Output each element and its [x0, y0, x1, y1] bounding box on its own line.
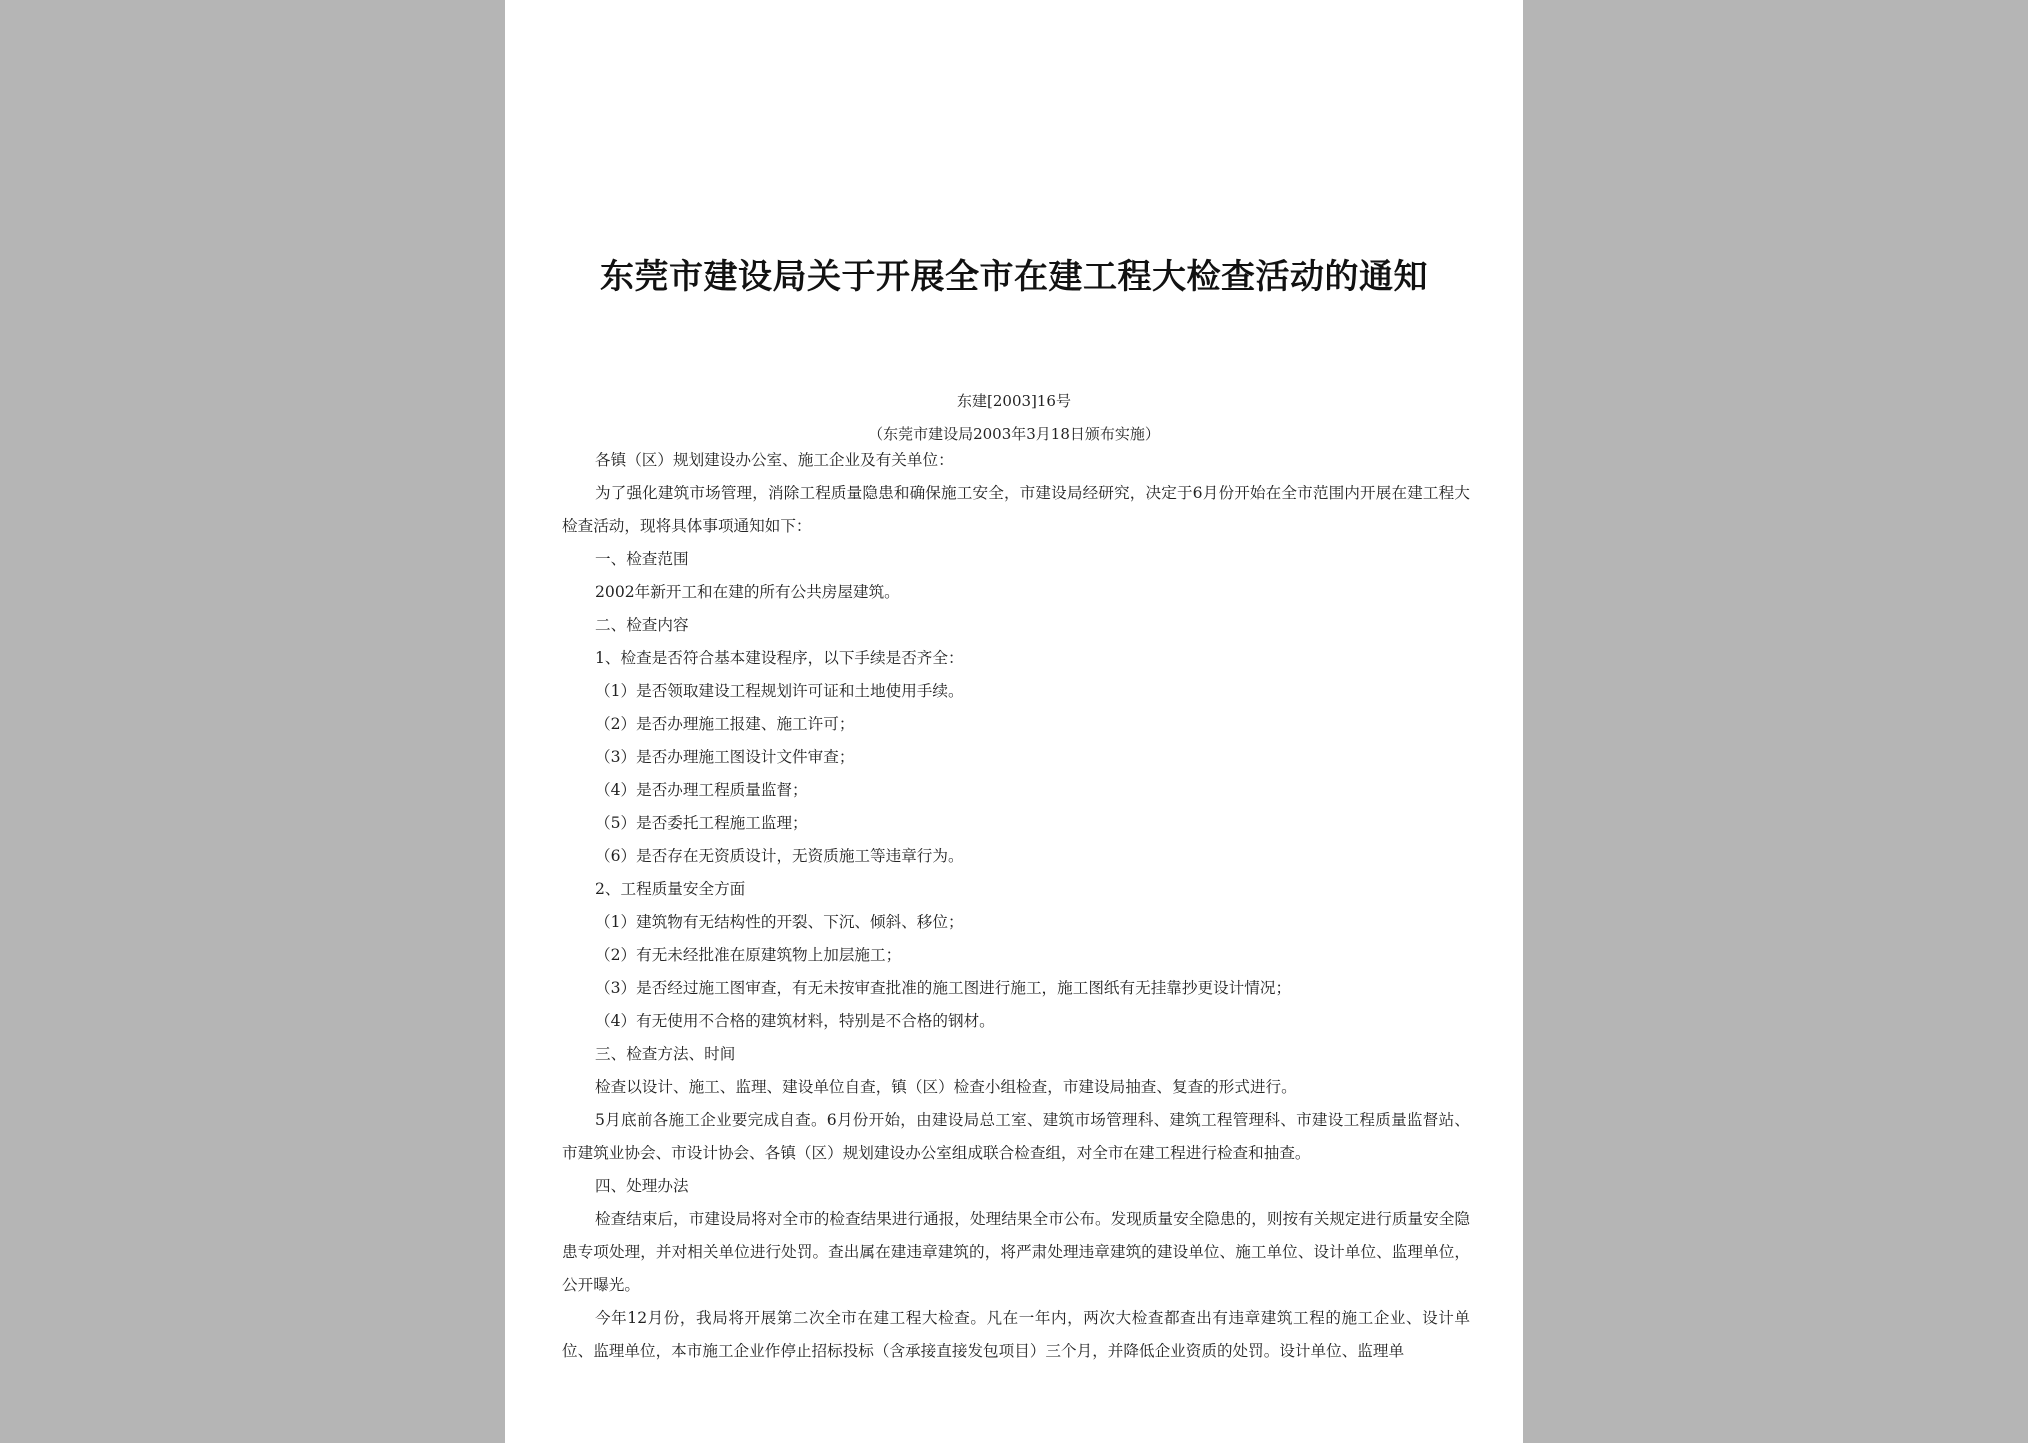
paragraph: 今年12月份，我局将开展第二次全市在建工程大检查。凡在一年内，两次大检查都查出有违章建筑工程的施工企业、设计单位、监理单位，本市施工企业作停止招标投标（含承接直接发包项目）三个月，并降低企业资质的处罚。设计单位、监理单 [562, 1309, 1470, 1360]
paragraph-intro: 为了强化建筑市场管理，消除工程质量隐患和确保施工安全，市建设局经研究，决定于6月份开始在全市范围内开展在建工程大检查活动，现将具体事项通知如下： [562, 484, 1470, 535]
paragraph-addressee: 各镇（区）规划建设办公室、施工企业及有关单位： [595, 451, 954, 469]
list-item: （3）是否办理施工图设计文件审查； [595, 748, 855, 766]
list-item: （5）是否委托工程施工监理； [595, 814, 808, 832]
issue-note: （东莞市建设局2003年3月18日颁布实施） [868, 425, 1160, 443]
paragraph: 2002年新开工和在建的所有公共房屋建筑。 [595, 583, 900, 601]
list-item: （2）有无未经批准在原建筑物上加层施工； [595, 946, 902, 964]
paragraph: 1、检查是否符合基本建设程序，以下手续是否齐全： [595, 649, 964, 667]
section-heading-method: 三、检查方法、时间 [595, 1045, 736, 1063]
paragraph: 5月底前各施工企业要完成自查。6月份开始，由建设局总工室、建筑市场管理科、建筑工程管理科、市建设工程质量监督站、市建筑业协会、市设计协会、各镇（区）规划建设办公室组成联合检查组，对全市在建工程进行检查和抽查。 [562, 1111, 1470, 1162]
list-item: （4）是否办理工程质量监督； [595, 781, 808, 799]
paragraph: 2、工程质量安全方面 [595, 880, 746, 898]
list-item: （3）是否经过施工图审查，有无未按审查批准的施工图进行施工，施工图纸有无挂靠抄更设计情况； [595, 979, 1292, 997]
document-title: 东莞市建设局关于开展全市在建工程大检查活动的通知 [600, 257, 1428, 297]
list-item: （1）是否领取建设工程规划许可证和土地使用手续。 [595, 682, 964, 700]
paragraph: 检查以设计、施工、监理、建设单位自查，镇（区）检查小组检查，市建设局抽查、复查的形式进行。 [595, 1078, 1297, 1096]
section-heading-handling: 四、处理办法 [595, 1177, 689, 1195]
list-item: （2）是否办理施工报建、施工许可； [595, 715, 855, 733]
document-page [505, 0, 1523, 1443]
list-item: （4）有无使用不合格的建筑材料，特别是不合格的钢材。 [595, 1012, 995, 1030]
section-heading-content: 二、检查内容 [595, 616, 689, 634]
document-body [562, 444, 1470, 1368]
document-number: 东建[2003]16号 [957, 392, 1071, 410]
paragraph: 检查结束后，市建设局将对全市的检查结果进行通报，处理结果全市公布。发现质量安全隐患的，则按有关规定进行质量安全隐患专项处理，并对相关单位进行处罚。查出属在建违章建筑的，将严肃处理违章建筑的建设单位、施工单位、设计单位、监理单位，公开曝光。 [562, 1210, 1470, 1294]
section-heading-scope: 一、检查范围 [595, 550, 689, 568]
list-item: （1）建筑物有无结构性的开裂、下沉、倾斜、移位； [595, 913, 964, 931]
list-item: （6）是否存在无资质设计，无资质施工等违章行为。 [595, 847, 964, 865]
